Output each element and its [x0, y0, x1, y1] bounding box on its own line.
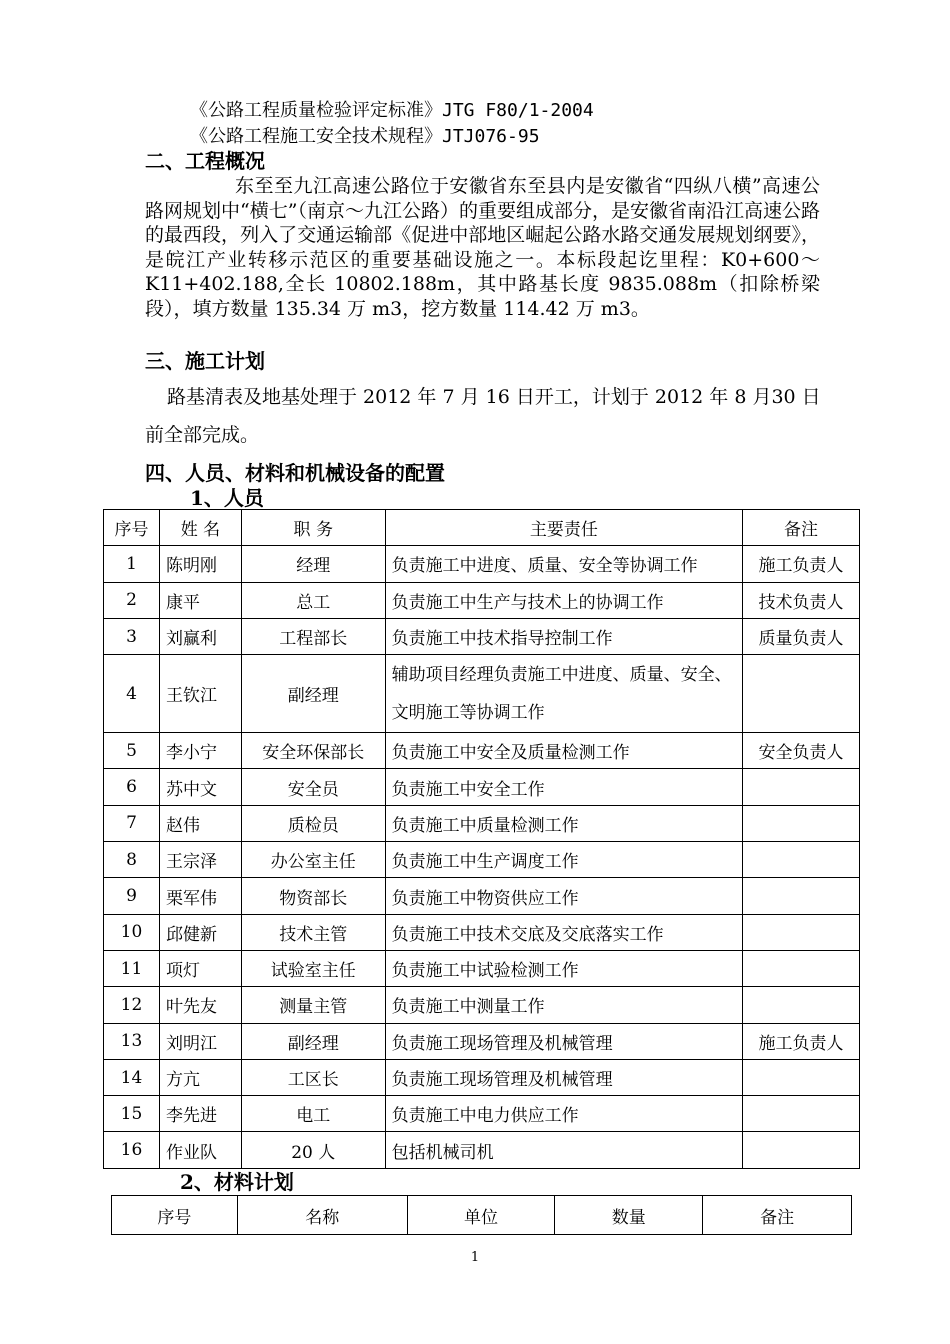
staff-position: 电工: [241, 1096, 385, 1132]
reference-line-2: 《公路工程施工安全技术规程》JTJ076-95: [190, 126, 540, 147]
row-number: 5: [104, 733, 160, 769]
staff-name: 康平: [159, 582, 241, 618]
staff-responsibility: 辅助项目经理负责施工中进度、质量、安全、文明施工等协调工作: [385, 655, 742, 733]
table-row: [104, 1132, 860, 1168]
staff-name: 赵伟: [159, 805, 241, 841]
staff-position: 工程部长: [241, 618, 385, 654]
table-row: [104, 618, 860, 654]
staff-responsibility: 负责施工中物资供应工作: [385, 878, 742, 914]
header-cell: 名称: [237, 1196, 407, 1235]
row-number: 16: [104, 1132, 160, 1168]
row-number: 15: [104, 1096, 160, 1132]
table-row: [104, 733, 860, 769]
staff-note: [743, 987, 860, 1023]
staff-note: [743, 1132, 860, 1168]
staff-name: 叶先友: [159, 987, 241, 1023]
staff-responsibility: 负责施工中技术指导控制工作: [385, 618, 742, 654]
staff-responsibility: 负责施工现场管理及机械管理: [385, 1023, 742, 1059]
staff-note: 安全负责人: [743, 733, 860, 769]
table-row: [104, 842, 860, 878]
staff-name: 刘赢利: [159, 618, 241, 654]
row-number: 9: [104, 878, 160, 914]
staff-position: 副经理: [241, 1023, 385, 1059]
staff-name: 王宗泽: [159, 842, 241, 878]
row-number: 12: [104, 987, 160, 1023]
subheading-staff: 1、人员: [190, 486, 264, 510]
row-number: 3: [104, 618, 160, 654]
staff-responsibility: 负责施工中技术交底及交底落实工作: [385, 914, 742, 950]
staff-position: 测量主管: [241, 987, 385, 1023]
header-cell: 单位: [407, 1196, 555, 1235]
table-row: [104, 1023, 860, 1059]
staff-note: [743, 805, 860, 841]
staff-name: 作业队: [159, 1132, 241, 1168]
staff-name: 方亢: [159, 1059, 241, 1095]
staff-position: 试验室主任: [241, 950, 385, 986]
staff-position: 质检员: [241, 805, 385, 841]
staff-position: 总工: [241, 582, 385, 618]
staff-name: 栗军伟: [159, 878, 241, 914]
staff-note: 技术负责人: [743, 582, 860, 618]
staff-name: 苏中文: [159, 769, 241, 805]
row-number: 10: [104, 914, 160, 950]
staff-table: [103, 509, 860, 1169]
staff-name: 李小宁: [159, 733, 241, 769]
staff-name: 刘明江: [159, 1023, 241, 1059]
staff-position: 安全员: [241, 769, 385, 805]
reference-line-1: 《公路工程质量检验评定标准》JTG F80/1-2004: [190, 100, 594, 121]
section-heading-overview: 二、工程概况: [145, 149, 265, 173]
staff-note: [743, 1096, 860, 1132]
staff-position: 技术主管: [241, 914, 385, 950]
row-number: 1: [104, 546, 160, 582]
header-cell: 主要责任: [385, 510, 742, 546]
staff-responsibility: 负责施工中生产调度工作: [385, 842, 742, 878]
staff-name: 邱健新: [159, 914, 241, 950]
staff-note: 施工负责人: [743, 546, 860, 582]
staff-note: [743, 914, 860, 950]
header-cell: 序号: [104, 510, 160, 546]
staff-position: 工区长: [241, 1059, 385, 1095]
staff-responsibility: 负责施工现场管理及机械管理: [385, 1059, 742, 1095]
overview-paragraph: 东至至九江高速公路位于安徽省东至县内是安徽省“四纵八横”高速公路网规划中“横七”（南京～九江公路）的重要组成部分，是安徽省南沿江高速公路的最西段，列入了交通运输部《促进中部地区崛起公路水路交通发展规划纲要》，是皖江产业转移示范区的重要基础设施之一。本标段起讫里程：K0+600～K11+402.188,全长 10802.188m，其中路基长度 9835.088m（扣除桥梁段），填方数量 135.34 万 m3，挖方数量 114.42 万 m3。: [145, 175, 820, 320]
staff-responsibility: 负责施工中生产与技术上的协调工作: [385, 582, 742, 618]
section-heading-plan: 三、施工计划: [145, 349, 265, 373]
staff-name: 陈明刚: [159, 546, 241, 582]
header-cell: 职 务: [241, 510, 385, 546]
staff-note: [743, 769, 860, 805]
row-number: 8: [104, 842, 160, 878]
table-row: [104, 1059, 860, 1095]
staff-note: [743, 950, 860, 986]
staff-responsibility: 负责施工中电力供应工作: [385, 1096, 742, 1132]
plan-paragraph: 路基清表及地基处理于 2012 年 7 月 16 日开工，计划于 2012 年 8 月30 日前全部完成。: [145, 386, 821, 446]
staff-position: 物资部长: [241, 878, 385, 914]
staff-note: [743, 842, 860, 878]
staff-position: 副经理: [241, 655, 385, 733]
header-cell: 备注: [703, 1196, 852, 1235]
header-cell: 数量: [555, 1196, 703, 1235]
table-row: [104, 805, 860, 841]
table-row: [104, 769, 860, 805]
table-header-row: [112, 1196, 852, 1235]
staff-position: 安全环保部长: [241, 733, 385, 769]
staff-responsibility: 包括机械司机: [385, 1132, 742, 1168]
table-header-row: [104, 510, 860, 546]
staff-note: [743, 878, 860, 914]
staff-position: 20 人: [241, 1132, 385, 1168]
table-row: [104, 655, 860, 733]
staff-note: [743, 1059, 860, 1095]
table-row: [104, 878, 860, 914]
header-cell: 备注: [743, 510, 860, 546]
row-number: 4: [104, 655, 160, 733]
staff-responsibility: 负责施工中试验检测工作: [385, 950, 742, 986]
staff-position: 办公室主任: [241, 842, 385, 878]
table-row: [104, 582, 860, 618]
header-cell: 姓 名: [159, 510, 241, 546]
subheading-materials: 2、材料计划: [180, 1170, 294, 1194]
row-number: 14: [104, 1059, 160, 1095]
table-row: [104, 546, 860, 582]
table-row: [104, 1096, 860, 1132]
staff-note: [743, 655, 860, 733]
staff-name: 项灯: [159, 950, 241, 986]
staff-note: 质量负责人: [743, 618, 860, 654]
staff-name: 王钦江: [159, 655, 241, 733]
row-number: 7: [104, 805, 160, 841]
staff-note: 施工负责人: [743, 1023, 860, 1059]
material-table: [111, 1195, 852, 1235]
staff-responsibility: 负责施工中测量工作: [385, 987, 742, 1023]
header-cell: 序号: [112, 1196, 238, 1235]
staff-responsibility: 负责施工中安全及质量检测工作: [385, 733, 742, 769]
staff-responsibility: 负责施工中安全工作: [385, 769, 742, 805]
staff-position: 经理: [241, 546, 385, 582]
staff-name: 李先进: [159, 1096, 241, 1132]
row-number: 13: [104, 1023, 160, 1059]
section-heading-resources: 四、人员、材料和机械设备的配置: [145, 461, 445, 485]
table-row: [104, 950, 860, 986]
row-number: 6: [104, 769, 160, 805]
table-row: [104, 914, 860, 950]
staff-responsibility: 负责施工中进度、质量、安全等协调工作: [385, 546, 742, 582]
page-number: 1: [470, 1250, 480, 1265]
staff-responsibility: 负责施工中质量检测工作: [385, 805, 742, 841]
row-number: 11: [104, 950, 160, 986]
row-number: 2: [104, 582, 160, 618]
table-row: [104, 987, 860, 1023]
